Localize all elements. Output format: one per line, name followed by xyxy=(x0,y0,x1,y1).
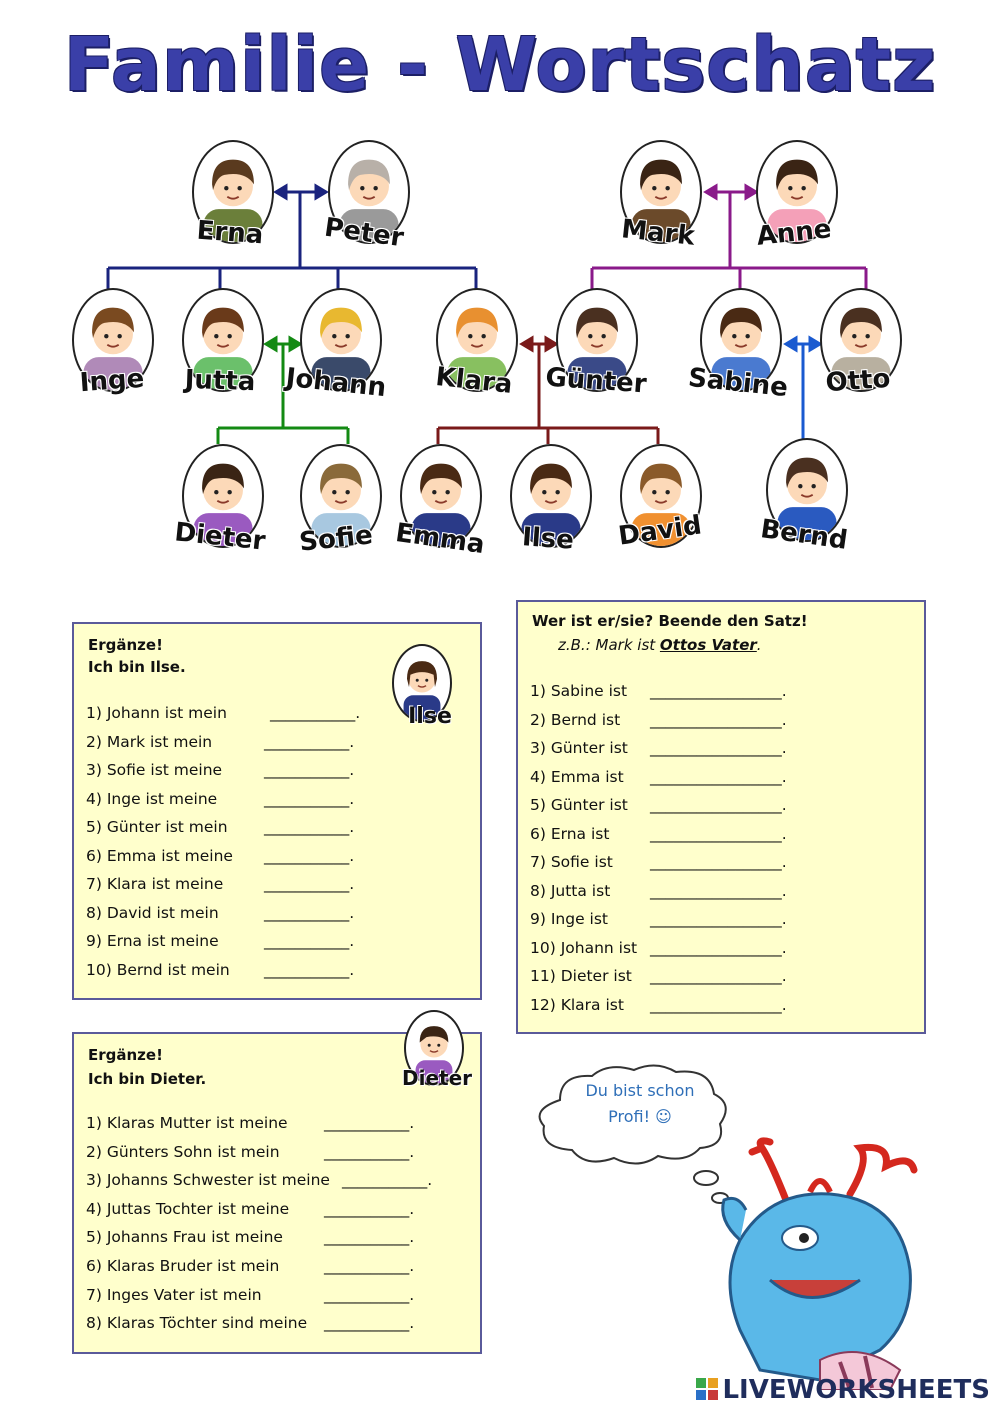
exercise-box-dieter xyxy=(72,1032,482,1354)
person-name: Mark xyxy=(619,214,697,252)
ilse-badge-name: Ilse xyxy=(408,704,452,729)
answer-blank[interactable]: ___________. xyxy=(264,761,355,779)
answer-blank[interactable]: ___________. xyxy=(264,732,355,751)
answer-blank[interactable]: ___________. xyxy=(264,932,355,950)
answer-blank[interactable]: ___________. xyxy=(270,704,361,722)
blue-monster-illustration xyxy=(700,1130,940,1390)
footer-brand xyxy=(696,1375,990,1405)
dieter-badge-name: Dieter xyxy=(401,1066,472,1090)
exercise-row-text: 5) Günter ist mein xyxy=(86,818,228,836)
person-name: Johann xyxy=(284,362,388,404)
exercise-row-text: 9) Erna ist meine xyxy=(86,932,219,950)
person-name: Klara xyxy=(434,362,514,400)
exercise-row-text: 6) Erna ist xyxy=(530,824,610,843)
answer-blank[interactable]: _________________. xyxy=(650,881,787,900)
exercise-row-text: 3) Johanns Schwester ist meine xyxy=(86,1171,330,1190)
exercise-row-text: 6) Emma ist meine xyxy=(86,846,233,865)
answer-blank[interactable]: ___________. xyxy=(264,789,355,808)
answer-blank[interactable]: ___________. xyxy=(264,903,355,922)
answer-blank[interactable]: _________________. xyxy=(650,967,787,985)
exercise-row-text: 5) Günter ist xyxy=(530,796,628,814)
person-name: Otto xyxy=(824,363,892,399)
exercise-row-text: 8) Jutta ist xyxy=(530,881,611,900)
exercise-row-text: 7) Klara ist meine xyxy=(86,875,224,893)
exercise-row-text: 5) Johanns Frau ist meine xyxy=(86,1228,283,1247)
answer-blank[interactable]: ___________. xyxy=(264,875,355,893)
person-name: Sabine xyxy=(686,362,790,404)
exercise-row-text: 11) Dieter ist xyxy=(530,967,632,985)
person-name: Bernd xyxy=(758,514,850,556)
person-name: Ilse xyxy=(521,522,575,556)
person-name: Peter xyxy=(322,212,406,254)
answer-blank[interactable]: _________________. xyxy=(650,767,787,786)
box2-example xyxy=(558,636,762,654)
exercise-row-text: 2) Günters Sohn ist mein xyxy=(86,1142,280,1161)
exercise-row-text: 1) Sabine ist xyxy=(530,682,628,700)
answer-blank[interactable]: ___________. xyxy=(324,1228,415,1247)
answer-blank[interactable]: ___________. xyxy=(324,1257,415,1275)
exercise-row-text: 8) David ist mein xyxy=(86,903,219,922)
answer-blank[interactable]: ___________. xyxy=(324,1314,415,1333)
box1-instruction: Ergänze! xyxy=(88,636,163,654)
answer-blank[interactable]: _________________. xyxy=(650,824,787,843)
exercise-row-text: 4) Juttas Tochter ist meine xyxy=(86,1199,290,1218)
answer-blank[interactable]: ___________. xyxy=(264,818,355,836)
exercise-row-text: 8) Klaras Töchter sind meine xyxy=(86,1314,308,1333)
person-name: Erna xyxy=(195,215,265,251)
answer-blank[interactable]: _________________. xyxy=(650,995,787,1014)
answer-blank[interactable]: ___________. xyxy=(264,846,355,865)
bubble-line2: Profi! ☺ xyxy=(608,1107,672,1126)
box2-heading: Wer ist er/sie? Beende den Satz! xyxy=(532,612,808,630)
exercise-row-text: 12) Klara ist xyxy=(530,995,624,1014)
example-suffix: . xyxy=(756,636,762,654)
box3-subtitle: Ich bin Dieter. xyxy=(88,1070,207,1088)
answer-blank[interactable]: ___________. xyxy=(264,960,355,979)
bubble-line1: Du bist schon xyxy=(585,1081,695,1100)
exercise-row-text: 7) Sofie ist xyxy=(530,853,613,871)
person-name: Anne xyxy=(755,214,833,252)
person-name: David xyxy=(616,510,704,552)
person-name: Dieter xyxy=(173,517,267,557)
page-title: Familie - Wortschatz xyxy=(63,22,937,108)
exercise-box-ilse xyxy=(72,622,482,1000)
answer-blank[interactable]: _________________. xyxy=(650,739,787,757)
answer-blank[interactable]: _________________. xyxy=(650,796,787,814)
example-prefix: z.B.: Mark ist xyxy=(558,636,660,654)
person-name: Emma xyxy=(393,517,487,561)
person-name: Jutta xyxy=(184,364,256,398)
person-name: Inge xyxy=(78,363,146,399)
exercise-row-text: 6) Klaras Bruder ist mein xyxy=(86,1257,280,1275)
exercise-row-text: 10) Johann ist xyxy=(530,938,638,957)
exercise-row-text: 2) Mark ist mein xyxy=(86,732,213,751)
person-name: Sofie xyxy=(297,520,375,558)
answer-blank[interactable]: _________________. xyxy=(650,682,787,700)
answer-blank[interactable]: _________________. xyxy=(650,853,787,871)
exercise-row-text: 9) Inge ist xyxy=(530,910,608,928)
exercise-row-text: 4) Inge ist meine xyxy=(86,789,218,808)
exercise-row-text: 7) Inges Vater ist mein xyxy=(86,1285,262,1304)
answer-blank[interactable]: ___________. xyxy=(324,1142,415,1161)
answer-blank[interactable]: ___________. xyxy=(324,1199,415,1218)
exercise-row-text: 3) Sofie ist meine xyxy=(86,761,223,779)
answer-blank[interactable]: _________________. xyxy=(650,710,787,729)
person-name: Günter xyxy=(544,362,648,400)
answer-blank[interactable]: _________________. xyxy=(650,938,787,957)
answer-blank[interactable]: ___________. xyxy=(324,1285,415,1304)
box1-subtitle: Ich bin Ilse. xyxy=(88,658,186,676)
answer-blank[interactable]: ___________. xyxy=(324,1114,415,1132)
liveworksheets-logo-icon xyxy=(696,1378,718,1400)
exercise-row-text: 10) Bernd ist mein xyxy=(86,960,230,979)
answer-blank[interactable]: ___________. xyxy=(342,1171,433,1190)
exercise-row-text: 4) Emma ist xyxy=(530,767,624,786)
exercise-row-text: 1) Johann ist mein xyxy=(86,704,227,722)
footer-text: LIVEWORKSHEETS xyxy=(722,1375,990,1405)
box3-instruction: Ergänze! xyxy=(88,1046,163,1064)
bubble-text xyxy=(560,1078,720,1130)
answer-blank[interactable]: _________________. xyxy=(650,910,787,928)
exercise-row-text: 2) Bernd ist xyxy=(530,710,621,729)
exercise-row-text: 1) Klaras Mutter ist meine xyxy=(86,1114,288,1132)
exercise-row-text: 3) Günter ist xyxy=(530,739,628,757)
exercise-box-who xyxy=(516,600,926,1034)
example-answer: Ottos Vater xyxy=(659,636,757,654)
